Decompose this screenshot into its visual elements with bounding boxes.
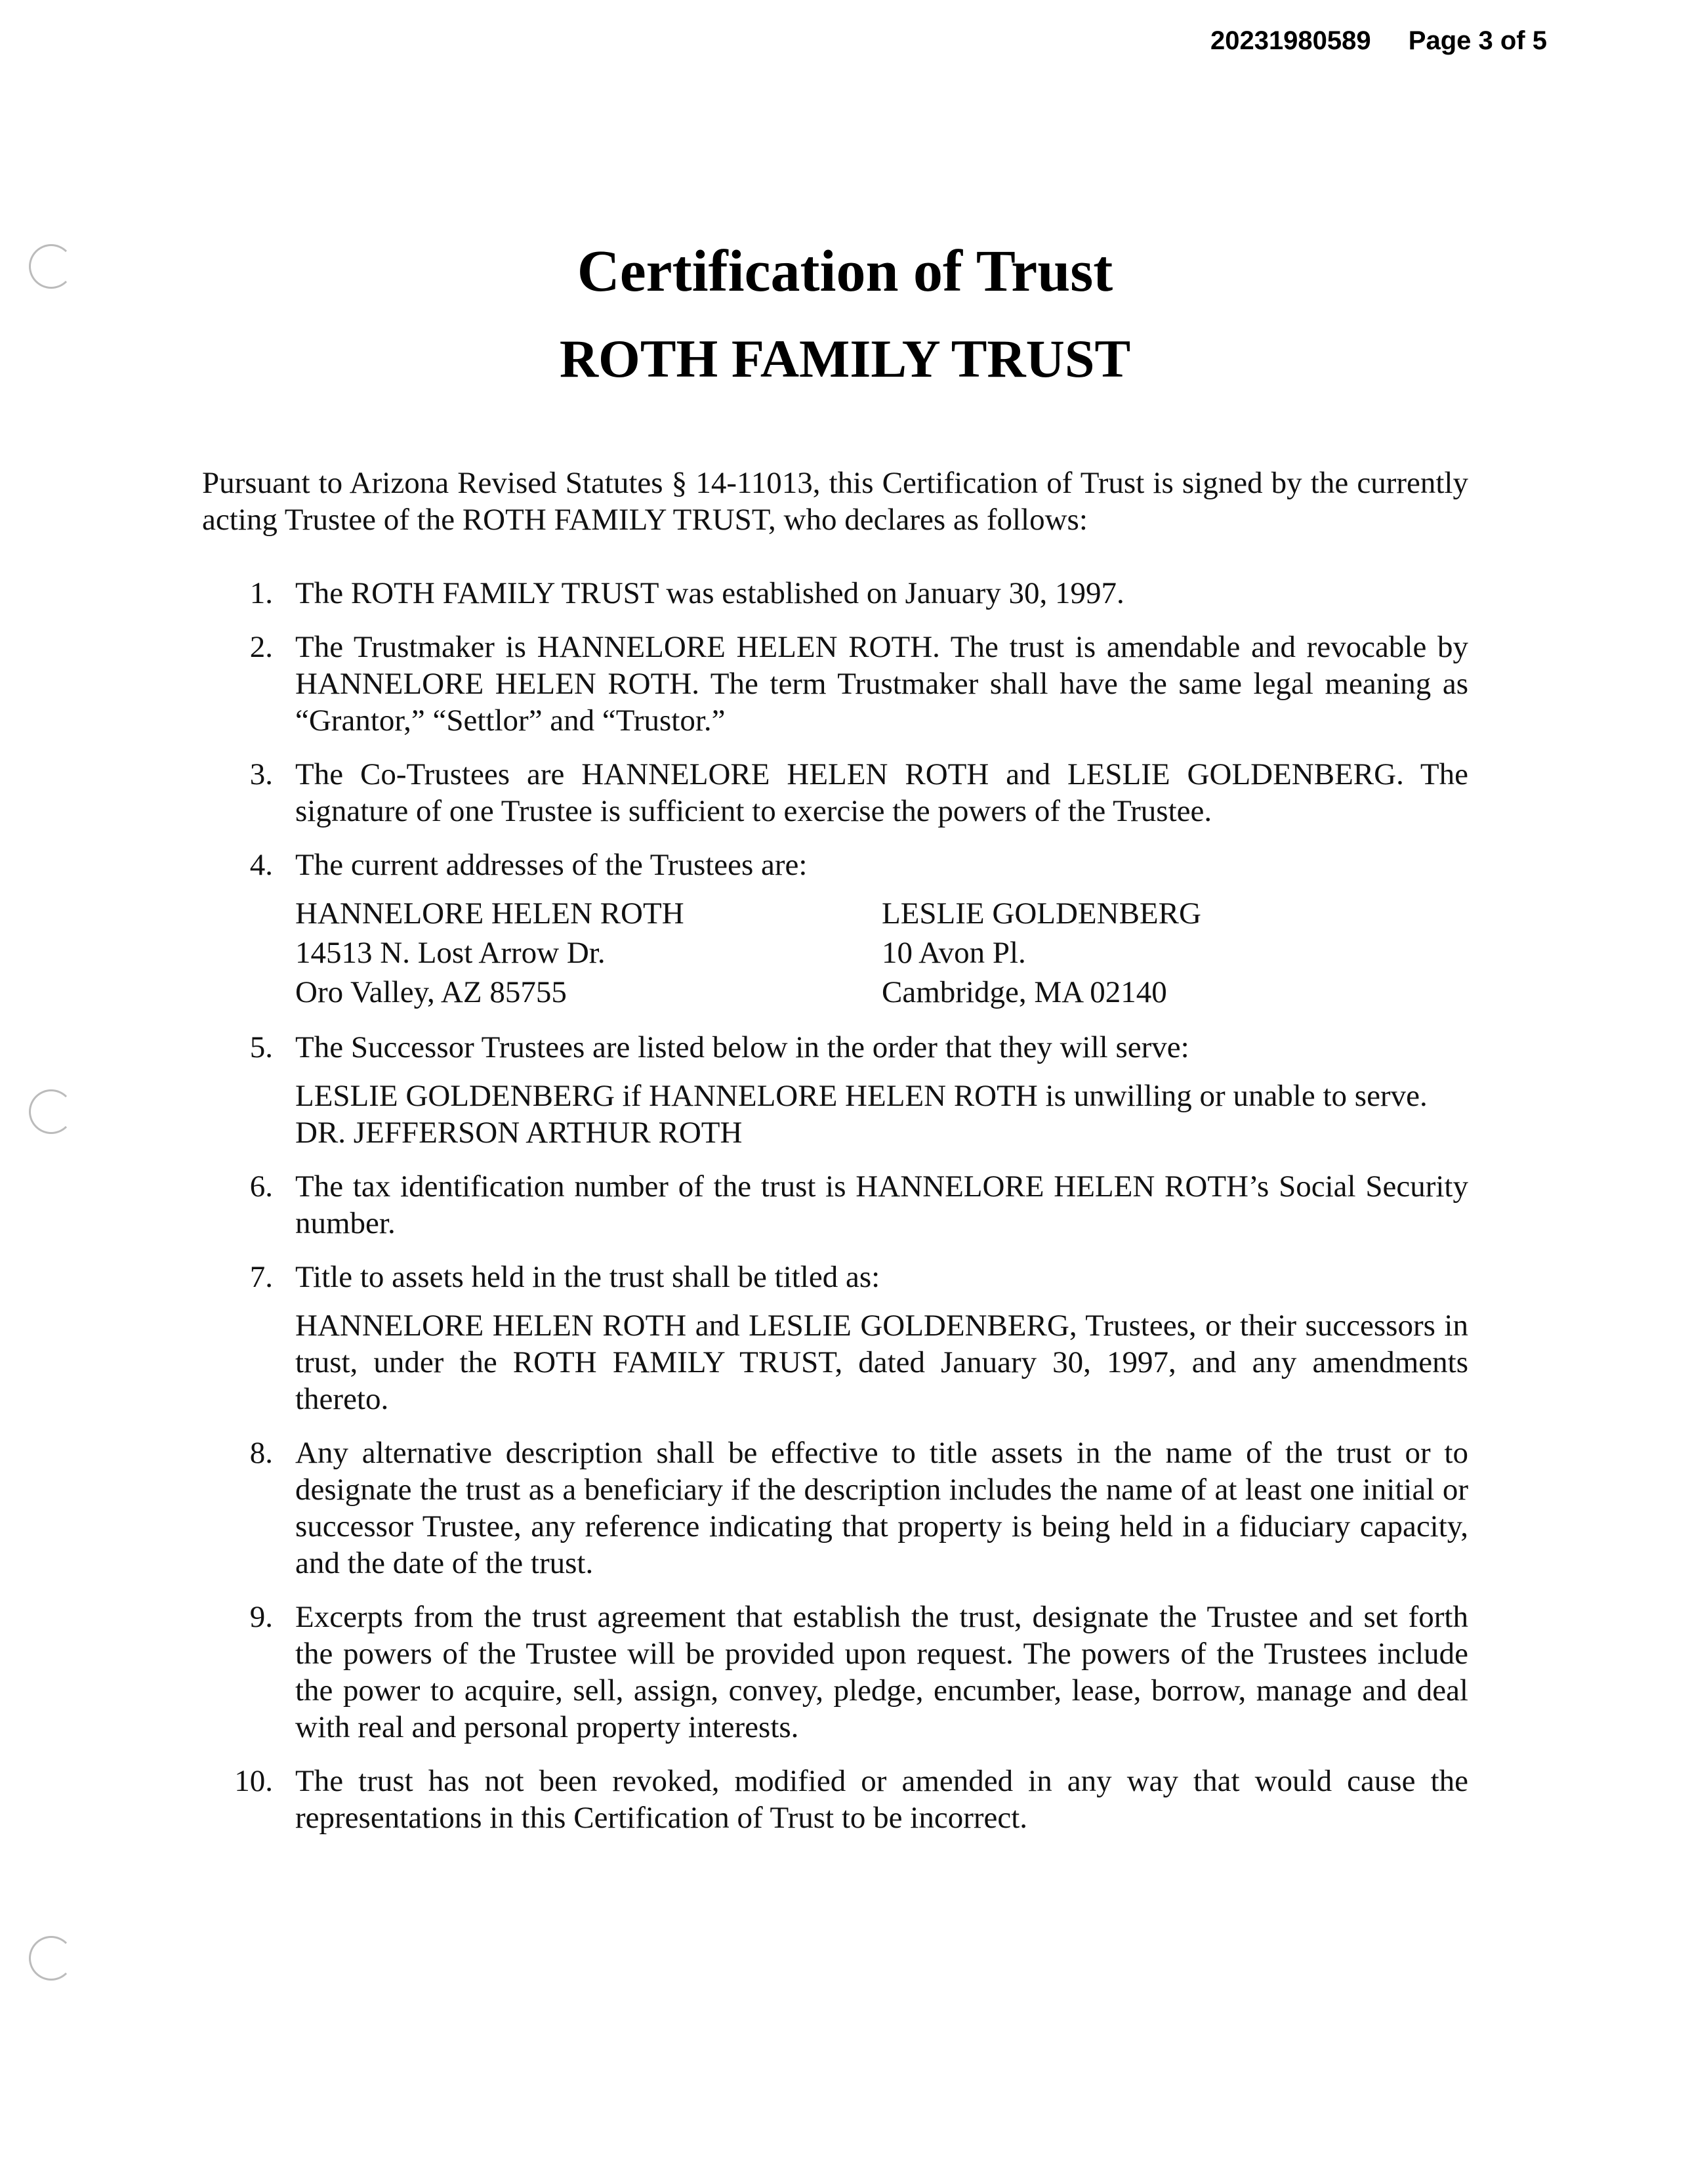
address-name: HANNELORE HELEN ROTH	[295, 896, 684, 931]
item-text: The Trustmaker is HANNELORE HELEN ROTH. The trust is amendable and revocable by HANNELORE HELEN ROTH. The term Trustmaker shall have the same legal meaning as “Grantor,” “Settlor” and “Trustor.”	[295, 630, 1468, 738]
successor-line: LESLIE GOLDENBERG if HANNELORE HELEN ROTH is unwilling or unable to serve.	[295, 1079, 1428, 1113]
item-number: 7.	[249, 1260, 273, 1294]
list-item	[202, 847, 1468, 1012]
item-text: The tax identification number of the trust is HANNELORE HELEN ROTH’s Social Security number.	[295, 1169, 1468, 1240]
trustee-address-block	[882, 894, 1468, 1012]
successor-line: DR. JEFFERSON ARTHUR ROTH	[295, 1116, 743, 1150]
punch-hole-mark	[29, 1936, 73, 1981]
address-city: Cambridge, MA 02140	[882, 975, 1167, 1009]
punch-hole-mark	[29, 1089, 73, 1134]
list-item	[202, 756, 1468, 830]
item-text: Any alternative description shall be effective to title assets in the name of the trust or to designate the trust as a beneficiary if the description includes the name of at least one initial or successor Trustee, any reference indicating that property is being held in a fiduciary capacity, and the date of the trust.	[295, 1436, 1468, 1580]
item-number: 1.	[249, 576, 273, 610]
intro-paragraph: Pursuant to Arizona Revised Statutes § 14-11013, this Certification of Trust is signed by the currently acting Trustee of the ROTH FAMILY TRUST, who declares as follows:	[202, 466, 1468, 537]
trust-name: ROTH FAMILY TRUST	[559, 329, 1131, 388]
list-item	[202, 1599, 1468, 1746]
item-number: 10.	[234, 1764, 273, 1798]
item-text: The Co-Trustees are HANNELORE HELEN ROTH and LESLIE GOLDENBERG. The signature of one Trustee is sufficient to exercise the powers of the Trustee.	[295, 757, 1468, 828]
list-item	[202, 1259, 1468, 1418]
item-text: Title to assets held in the trust shall be titled as:	[295, 1260, 880, 1294]
item-text: The ROTH FAMILY TRUST was established on January 30, 1997.	[295, 576, 1124, 610]
list-item	[202, 1029, 1468, 1151]
title-clause: HANNELORE HELEN ROTH and LESLIE GOLDENBERG, Trustees, or their successors in trust, under the ROTH FAMILY TRUST, dated January 30, 1997, and any amendments thereto.	[295, 1309, 1468, 1416]
page-header	[1210, 26, 1547, 56]
trustee-addresses	[295, 894, 1468, 1012]
list-item	[202, 629, 1468, 739]
item-number: 9.	[249, 1600, 273, 1634]
declarations-list	[202, 575, 1468, 1836]
item-number: 8.	[249, 1436, 273, 1470]
item-text: The trust has not been revoked, modified or amended in any way that would cause the representations in this Certification of Trust to be incorrect.	[295, 1764, 1468, 1835]
address-street: 10 Avon Pl.	[882, 936, 1026, 970]
item-text: Excerpts from the trust agreement that establish the trust, designate the Trustee and set forth the powers of the Trustee will be provided upon request. The powers of the Trustees include the power to acquire, sell, assign, convey, pledge, encumber, lease, borrow, manage and deal with real and personal property interests.	[295, 1600, 1468, 1744]
page-indicator: Page 3 of 5	[1408, 26, 1547, 55]
item-number: 6.	[249, 1169, 273, 1204]
item-text: The current addresses of the Trustees are:	[295, 848, 808, 882]
list-item	[202, 1763, 1468, 1836]
list-item	[202, 575, 1468, 612]
address-name: LESLIE GOLDENBERG	[882, 896, 1201, 931]
document-number: 20231980589	[1210, 26, 1371, 55]
item-number: 3.	[249, 757, 273, 791]
item-number: 5.	[249, 1030, 273, 1064]
document-title: Certification of Trust	[577, 239, 1113, 304]
item-text: The Successor Trustees are listed below in the order that they will serve:	[295, 1030, 1189, 1064]
list-item	[202, 1435, 1468, 1582]
address-city: Oro Valley, AZ 85755	[295, 975, 567, 1009]
item-number: 2.	[249, 630, 273, 664]
trustee-address-block	[295, 894, 882, 1012]
successor-trustees	[295, 1078, 1468, 1151]
list-item	[202, 1168, 1468, 1242]
address-street: 14513 N. Lost Arrow Dr.	[295, 936, 606, 970]
item-number: 4.	[249, 848, 273, 882]
document-body	[202, 465, 1468, 1853]
